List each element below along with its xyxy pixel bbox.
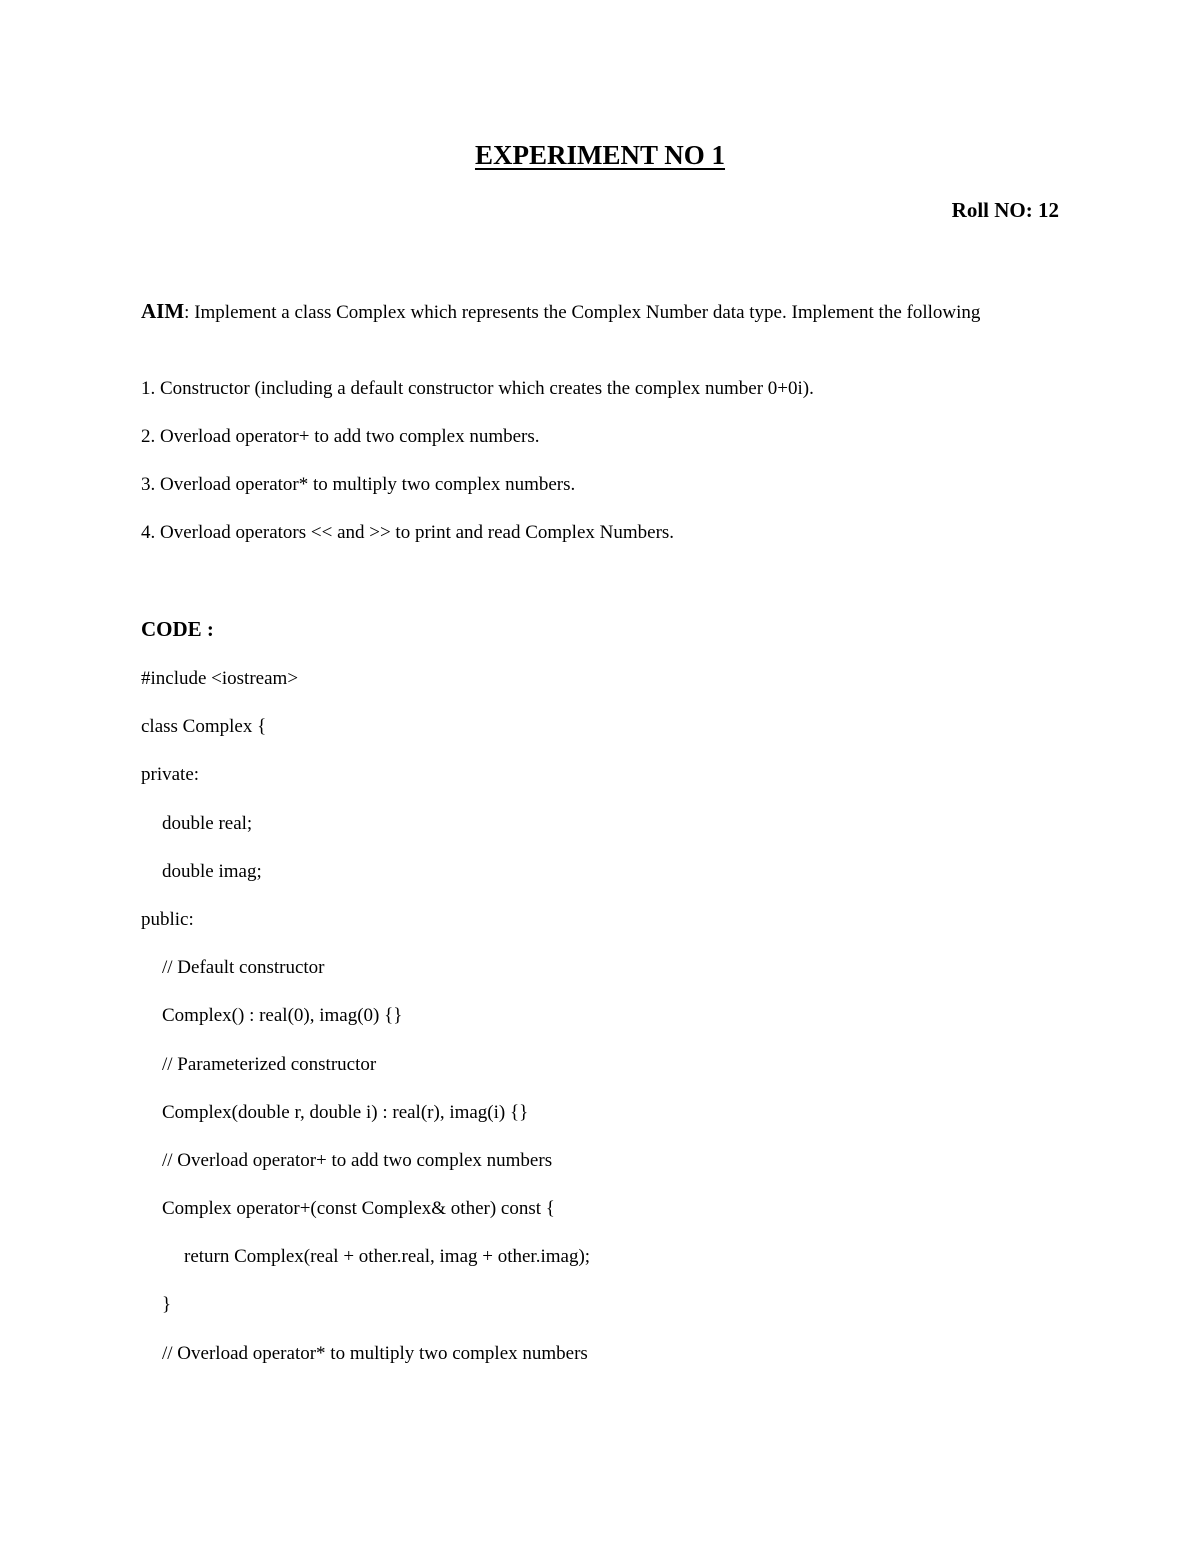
aim-item-operator-multiply: 3. Overload operator* to multiply two complex numbers. xyxy=(141,474,576,495)
aim-item-operator-plus: 2. Overload operator+ to add two complex numbers. xyxy=(141,426,540,447)
code-line: // Default constructor xyxy=(162,957,325,979)
code-line: class Complex { xyxy=(141,716,267,738)
aim-text: : Implement a class Complex which represents the Complex Number data type. Implement the following xyxy=(184,302,981,323)
aim-item-stream-operators: 4. Overload operators << and >> to print and read Complex Numbers. xyxy=(141,522,675,543)
code-line: Complex operator+(const Complex& other) const { xyxy=(162,1198,555,1220)
page-title: EXPERIMENT NO 1 xyxy=(474,140,726,170)
aim-item-constructor: 1. Constructor (including a default constructor which creates the complex number 0+0i). xyxy=(141,378,814,399)
code-line: return Complex(real + other.real, imag + other.imag); xyxy=(184,1246,591,1268)
code-line: public: xyxy=(141,908,194,930)
code-line: // Parameterized constructor xyxy=(162,1053,377,1075)
code-line: #include <iostream> xyxy=(141,668,299,689)
aim-list xyxy=(141,376,814,568)
code-block xyxy=(141,666,590,1389)
roll-number: Roll NO: 12 xyxy=(951,198,1059,222)
code-line: // Overload operator* to multiply two complex numbers xyxy=(162,1342,588,1364)
code-line: double imag; xyxy=(162,860,262,882)
code-line: } xyxy=(162,1294,172,1316)
code-line: double real; xyxy=(162,812,253,834)
code-heading: CODE : xyxy=(141,617,214,641)
code-line: // Overload operator+ to add two complex numbers xyxy=(162,1149,553,1171)
code-line: Complex() : real(0), imag(0) {} xyxy=(162,1005,403,1027)
aim-label: AIM xyxy=(141,299,185,323)
aim-paragraph xyxy=(141,297,1041,327)
code-line: private: xyxy=(141,764,200,786)
code-line: Complex(double r, double i) : real(r), imag(i) {} xyxy=(162,1101,529,1123)
